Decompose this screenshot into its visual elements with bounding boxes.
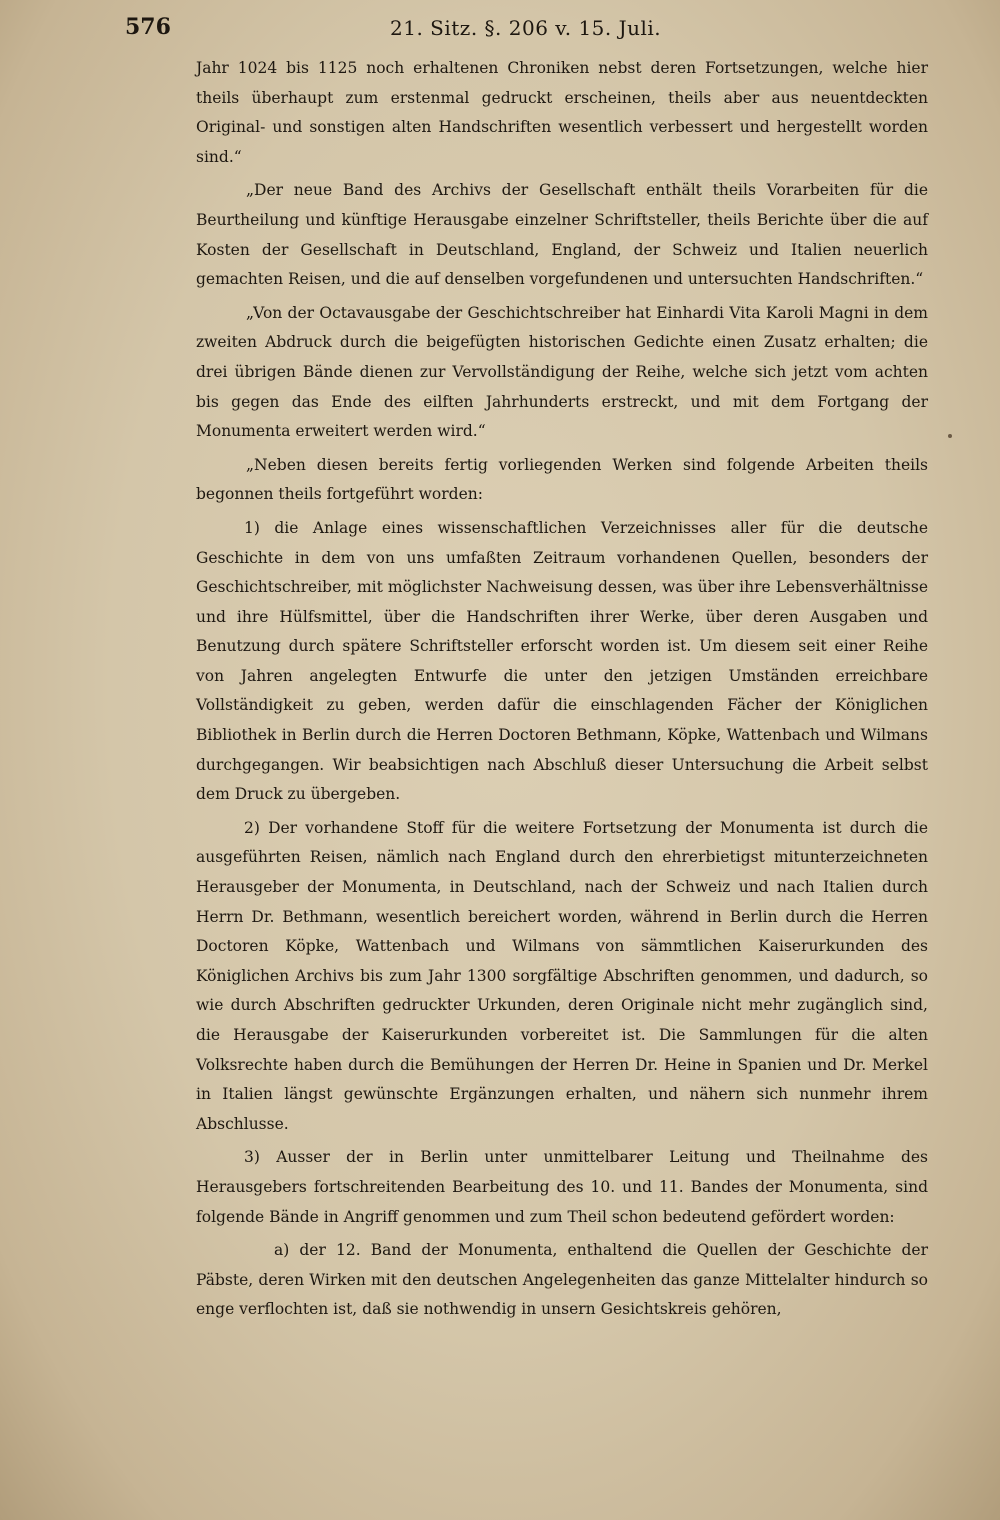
running-head: 21. Sitz. §. 206 v. 15. Juli.	[390, 16, 662, 40]
paper-spot	[948, 434, 952, 438]
paragraph-octavo-edition: „Von der Octavausgabe der Geschichtschreiber hat Einhardi Vita Karoli Magni in dem zweiten Abdruck durch die beigefügten historischen Gedichte einen Zusatz erhalten; die drei übrigen Bände dienen zur Vervollständigung der Reihe, welche sich jetzt vom achten bis gegen das Ende des eilften Jahrhunderts erstreckt, und mit dem Fortgang der Monumenta erweitert werden wird.“	[196, 303, 928, 441]
list-item-3a: a) der 12. Band der Monumenta, enthaltend die Quellen der Geschichte der Päbste, deren Wirken mit den deutschen Angelegenheiten das ganze Mittelalter hindurch so enge verflochten ist, daß sie nothwendig in unsern Gesichtskreis gehören,	[196, 1241, 928, 1319]
list-item-3: 3) Ausser der in Berlin unter unmittelbarer Leitung und Theilnahme des Herausgebers fortschreitenden Bearbeitung des 10. und 11. Bandes der Monumenta, sind folgende Bände in Angriff genommen und zum Theil schon bedeutend gefördert worden:	[196, 1148, 928, 1226]
page-number: 576	[125, 14, 171, 40]
paragraph-continuation: Jahr 1024 bis 1125 noch erhaltenen Chroniken nebst deren Fortsetzungen, welche hier theils überhaupt zum erstenmal gedruckt erscheinen, theils aber aus neuentdeckten Original- und sonstigen alten Handschriften wesentlich verbessert und hergestellt worden sind.“	[196, 59, 928, 166]
list-item-1: 1) die Anlage eines wissenschaftlichen Verzeichnisses aller für die deutsche Geschichte in dem von uns umfaßten Zeitraum vorhandenen Quellen, besonders der Geschichtschreiber, mit möglichster Nachweisung dessen, was über ihre Lebensverhältnisse und ihre Hülfsmittel, über die Handschriften ihrer Werke, über deren Ausgaben und Benutzung durch spätere Schriftsteller erforscht worden ist. Um diesem seit einer Reihe von Jahren angelegten Entwurfe die unter den jetzigen Umständen erreichbare Vollständigkeit zu geben, werden dafür die einschlagenden Fächer der Königlichen Bibliothek in Berlin durch die Herren Doctoren Bethmann, Köpke, Wattenbach und Wilmans durchgegangen. Wir beabsichtigen nach Abschluß dieser Untersuchung die Arbeit selbst dem Druck zu übergeben.	[196, 518, 928, 804]
page-header	[0, 14, 1000, 48]
body-text	[196, 54, 928, 1329]
paragraph-archive: „Der neue Band des Archivs der Gesellschaft enthält theils Vorarbeiten für die Beurtheilung und künftige Herausgabe einzelner Schriftsteller, theils Berichte über die auf Kosten der Gesellschaft in Deutschland, England, der Schweiz und Italien neuerlich gemachten Reisen, und die auf denselben vorgefundenen und untersuchten Handschriften.“	[196, 181, 928, 289]
list-item-2: 2) Der vorhandene Stoff für die weitere Fortsetzung der Monumenta ist durch die ausgeführten Reisen, nämlich nach England durch den ehrerbietigst mitunterzeichneten Herausgeber der Monumenta, in Deutschland, nach der Schweiz und nach Italien durch Herrn Dr. Bethmann, wesentlich bereichert worden, während in Berlin durch die Herren Doctoren Köpke, Wattenbach und Wilmans von sämmtlichen Kaiserurkunden des Königlichen Archivs bis zum Jahr 1300 sorgfältige Abschriften genommen, und dadurch, so wie durch Abschriften gedruckter Urkunden, deren Originale nicht mehr zugänglich sind, die Herausgabe der Kaiserurkunden vorbereitet ist. Die Sammlungen für die alten Volksrechte haben durch die Bemühungen der Herren Dr. Heine in Spanien und Dr. Merkel in Italien längst gewünschte Ergänzungen erhalten, und nähern sich nunmehr ihrem Abschlusse.	[196, 818, 928, 1133]
paragraph-works-intro: „Neben diesen bereits fertig vorliegenden Werken sind folgende Arbeiten theils begonnen theils fortgeführt worden:	[196, 455, 928, 504]
